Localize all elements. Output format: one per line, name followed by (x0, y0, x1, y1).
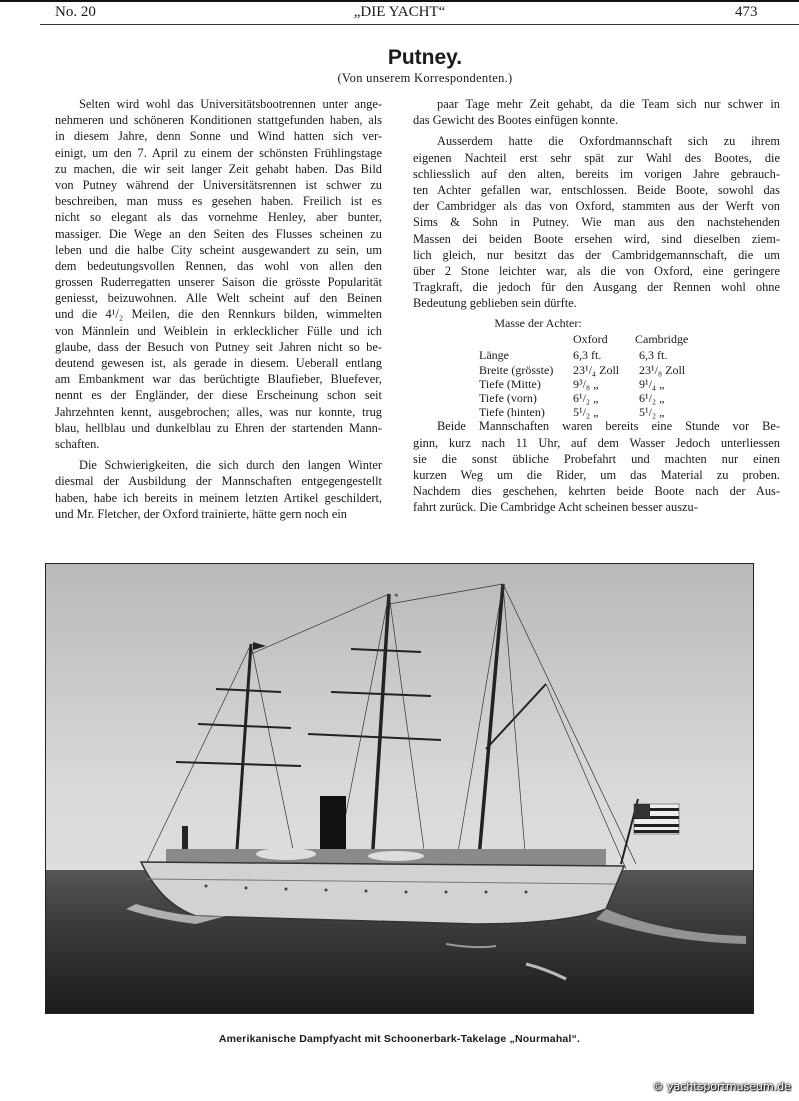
text-line: nehmeren und schöneren Konditionen stattgefunden haben, als (55, 113, 382, 128)
text-line: lich gleich, nur besitzt das der Cambridgemannschaft, die um (413, 247, 780, 262)
text-line: schliesslich auf den alten, bereits im vorigen Jahre gebrauch- (413, 166, 780, 181)
text-line: und Mr. Fletcher, der Oxford trainierte, hätte gern noch ein (55, 506, 347, 521)
left-column (55, 96, 382, 527)
oxford-value: 5¹/₂ „ (573, 405, 599, 420)
text-line: eigenen Nachteil erst sehr spät zur Wahl des Bootes, die (413, 150, 780, 165)
text-line: fahrt zurück. Die Cambridge Acht scheinen besser auszu- (413, 500, 698, 515)
paragraph (55, 96, 382, 452)
text-line: blau, hellblau und dunkelblau zu Ehren der startenden Mann- (55, 420, 382, 435)
text-line: ten Achter gefallen war, entschlossen. Beide Boote, sowohl das (413, 182, 780, 197)
text-line: diesmal der Ausbildung der Mannschaften entgegengestellt (55, 474, 382, 489)
text-line: Die Schwierigkeiten, die sich durch den langen Winter (79, 458, 382, 473)
cambridge-value: 5¹/₂ „ (639, 405, 665, 420)
text-line: leben und die halbe City scheint ausgewandert zu sein, um (55, 242, 382, 257)
text-line: das Gewicht des Bootes einfügen konnte. (413, 113, 619, 128)
text-line: haben, habe ich bereits in meinem letzten Artikel geschildert, (55, 490, 382, 505)
text-line: Tragkraft, die jedoch für den Ausgang der Rennen wohl ohne (413, 280, 780, 295)
page-number: 473 (735, 4, 758, 20)
issue-number: No. 20 (55, 4, 96, 20)
figure-caption: Amerikanische Dampfyacht mit Schoonerbark-Takelage „Nourmahal“. (218, 1033, 581, 1045)
row-label: Länge (479, 348, 509, 363)
text-line: grossen Ruderregatten unserer Saison die grösste Popularität (55, 275, 382, 290)
header-rule (40, 24, 799, 25)
text-line: paar Tage mehr Zeit gehabt, da die Team sich nur schwer in (437, 97, 780, 111)
text-line: beschreiben, man muss es gesehen haben. Freilich ist es (55, 194, 382, 209)
column-header-oxford: Oxford (573, 332, 608, 347)
text-line: Selten wird wohl das Universitätsbootrennen unter ange- (79, 97, 382, 111)
ship-photograph (45, 563, 754, 1014)
text-line: kurzen Weg um die Rider, um das Material zu proben. (413, 468, 780, 482)
text-line: zu machen, die wir seit langer Zeit gehabt haben. Das Bild (55, 161, 382, 176)
us-flag-icon (634, 804, 679, 834)
paragraph (413, 96, 780, 128)
row-label: Tiefe (vorn) (479, 391, 537, 406)
right-column (413, 96, 780, 521)
text-line: einigt, um den 7. April zu einem der schönsten Frühlingstage (55, 145, 382, 160)
paragraph (55, 457, 382, 522)
text-line: Sims & Sohn in Putney. Wie man aus den nachstehenden (413, 215, 780, 230)
oxford-value: 6,3 ft. (573, 348, 602, 363)
text-line: geniesst, beizuwohnen. Alle Welt scheint auf den Beinen (55, 291, 382, 306)
paragraph (413, 418, 780, 515)
row-label: Tiefe (hinten) (479, 405, 545, 420)
oxford-value: 9³/₈ „ (573, 376, 599, 391)
watermark: © yachtsportmuseum.de (652, 1080, 791, 1093)
text-line: ginn, kurz nach 11 Uhr, auf dem Wasser Jedoch unterliessen (413, 435, 780, 450)
row-label: Tiefe (Mitte) (479, 376, 541, 391)
page-top-edge (0, 0, 799, 2)
right-column-bottom (413, 418, 780, 515)
text-line: Bedeutung geblieben sein dürfte. (413, 296, 577, 311)
oxford-value: 6¹/₂ „ (573, 391, 599, 406)
text-line: von Putney während der Universitätsrennen ist schwer zu (55, 177, 382, 192)
text-line: der Cambridger als das von Oxford, stammten aus der Werft von (413, 199, 780, 214)
oxford-value: 23¹/₄ Zoll (573, 362, 620, 377)
cambridge-value: 6,3 ft. (639, 348, 668, 363)
text-line: nicht so elegant als das vornehme Henley, aber bunter, (55, 210, 382, 225)
right-column-top (413, 96, 780, 311)
row-label: Breite (grösste) (479, 362, 554, 377)
text-line: Massen dei beiden Boote ersehen wird, sind dieselben ziem- (413, 231, 780, 246)
article-title: Putney. (387, 46, 463, 69)
text-line: deutend gewesen ist, als gerade in diesem. Ueberall entlang (55, 356, 382, 370)
steam-yacht-image (46, 564, 753, 1013)
text-line: dem bedeutungsvollen Rennen, das wohl von allen den (55, 258, 382, 273)
text-line: Beide Mannschaften waren bereits eine Stunde vor Be- (437, 419, 780, 434)
column-header-cambridge: Cambridge (635, 332, 689, 347)
text-line: über 2 Stone leichter war, als die von Oxford, eine geringere (413, 263, 780, 278)
paragraph (413, 133, 780, 311)
text-line: Jahrzehnten kennt, ausgebrochen; alles, was nur konnte, trug (55, 404, 382, 419)
text-line: Nachdem dies geschehen, kehrten beide Boote nach der Aus- (413, 484, 780, 499)
cambridge-value: 9¹/₄ „ (639, 376, 665, 391)
journal-title: „DIE YACHT“ (353, 4, 446, 20)
text-line: von Männlein und Weiblein in erklecklicher Fülle und ich (55, 323, 382, 338)
table-title: Masse der Achter: (494, 316, 582, 331)
text-line: in diesem Jahre, denn Sonne und Wind hatten sich ver- (55, 129, 382, 144)
text-line: sie die sonst übliche Probefahrt und machten nur einen (413, 451, 780, 466)
text-line: schaften. (55, 436, 100, 451)
text-line: am Embankment war das berüchtigte Blaufieber, Bluefever, (55, 372, 382, 387)
text-line: nennt es der Engländer, der diese Erscheinung schon seit (55, 388, 382, 403)
cambridge-value: 23¹/₈ Zoll (639, 362, 686, 377)
svg-text:*: * (394, 592, 399, 602)
text-line: Ausserdem hatte die Oxfordmannschaft sich zu ihrem (437, 134, 780, 149)
measurements-table (413, 316, 780, 418)
text-line: glaube, dass der Besuch von Putney seit Jahren nicht so be- (55, 339, 382, 354)
text-line: und die 4¹/₂ Meilen, die den Rennkurs bilden, wimmelten (55, 307, 382, 322)
article-subtitle: (Von unserem Korrespondenten.) (337, 71, 513, 85)
cambridge-value: 6¹/₂ „ (639, 391, 665, 406)
text-line: massiger. Die Wege an den Seiten des Flusses scheinen zu (55, 226, 382, 241)
